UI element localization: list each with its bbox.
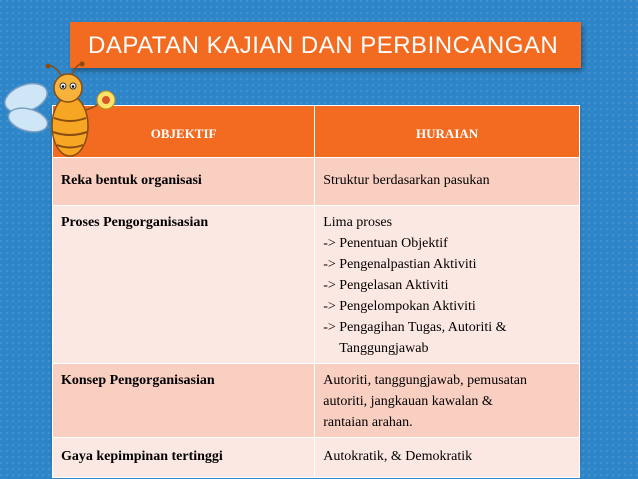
objektif-cell: Konsep Pengorganisasian [53,364,315,438]
objektif-cell: Gaya kepimpinan tertinggi [53,438,315,478]
bee-pupil [62,85,65,88]
huraian-line: -> Pengelompokan Aktiviti [323,299,476,314]
huraian-line: autoriti, jangkauan kawalan & [323,394,493,409]
objektif-cell: Reka bentuk organisasi [53,158,315,206]
bee-antenna-tip [80,62,85,67]
table-header-row [53,106,580,158]
huraian-line: -> Pengagihan Tugas, Autoriti & [323,320,507,335]
slide-title: DAPATAN KAJIAN DAN PERBINCANGAN [88,32,559,59]
huraian-line: Lima proses [323,215,393,230]
huraian-line: Struktur berdasarkan pasukan [323,173,490,188]
objektif-cell: Proses Pengorganisasian [53,206,315,364]
bee-pupil [72,85,75,88]
table-row [53,158,580,206]
cartoon-bee-icon [2,58,122,168]
huraian-line: Autokratik, & Demokratik [323,449,473,464]
huraian-line: Tanggungjawab [339,341,429,356]
header-huraian: HURAIAN [315,106,580,158]
huraian-cell [315,206,580,364]
huraian-cell [315,158,580,206]
table-row [53,206,580,364]
bee-head [54,74,82,102]
huraian-line: -> Pengelasan Aktiviti [323,278,449,293]
huraian-line: -> Pengenalpastian Aktiviti [323,257,477,272]
header-objektif: OBJEKTIF [53,106,315,158]
huraian-line: -> Penentuan Objektif [323,236,448,251]
flower-center [102,96,110,104]
table-row [53,438,580,478]
huraian-cell [315,438,580,478]
huraian-cell [315,364,580,438]
bee-antenna-tip [46,64,51,69]
slide-title-bar [70,22,581,68]
table-row [53,364,580,438]
huraian-line: Autoriti, tanggungjawab, pemusatan [323,373,527,388]
huraian-line: rantaian arahan. [323,415,413,430]
findings-table [52,105,580,478]
